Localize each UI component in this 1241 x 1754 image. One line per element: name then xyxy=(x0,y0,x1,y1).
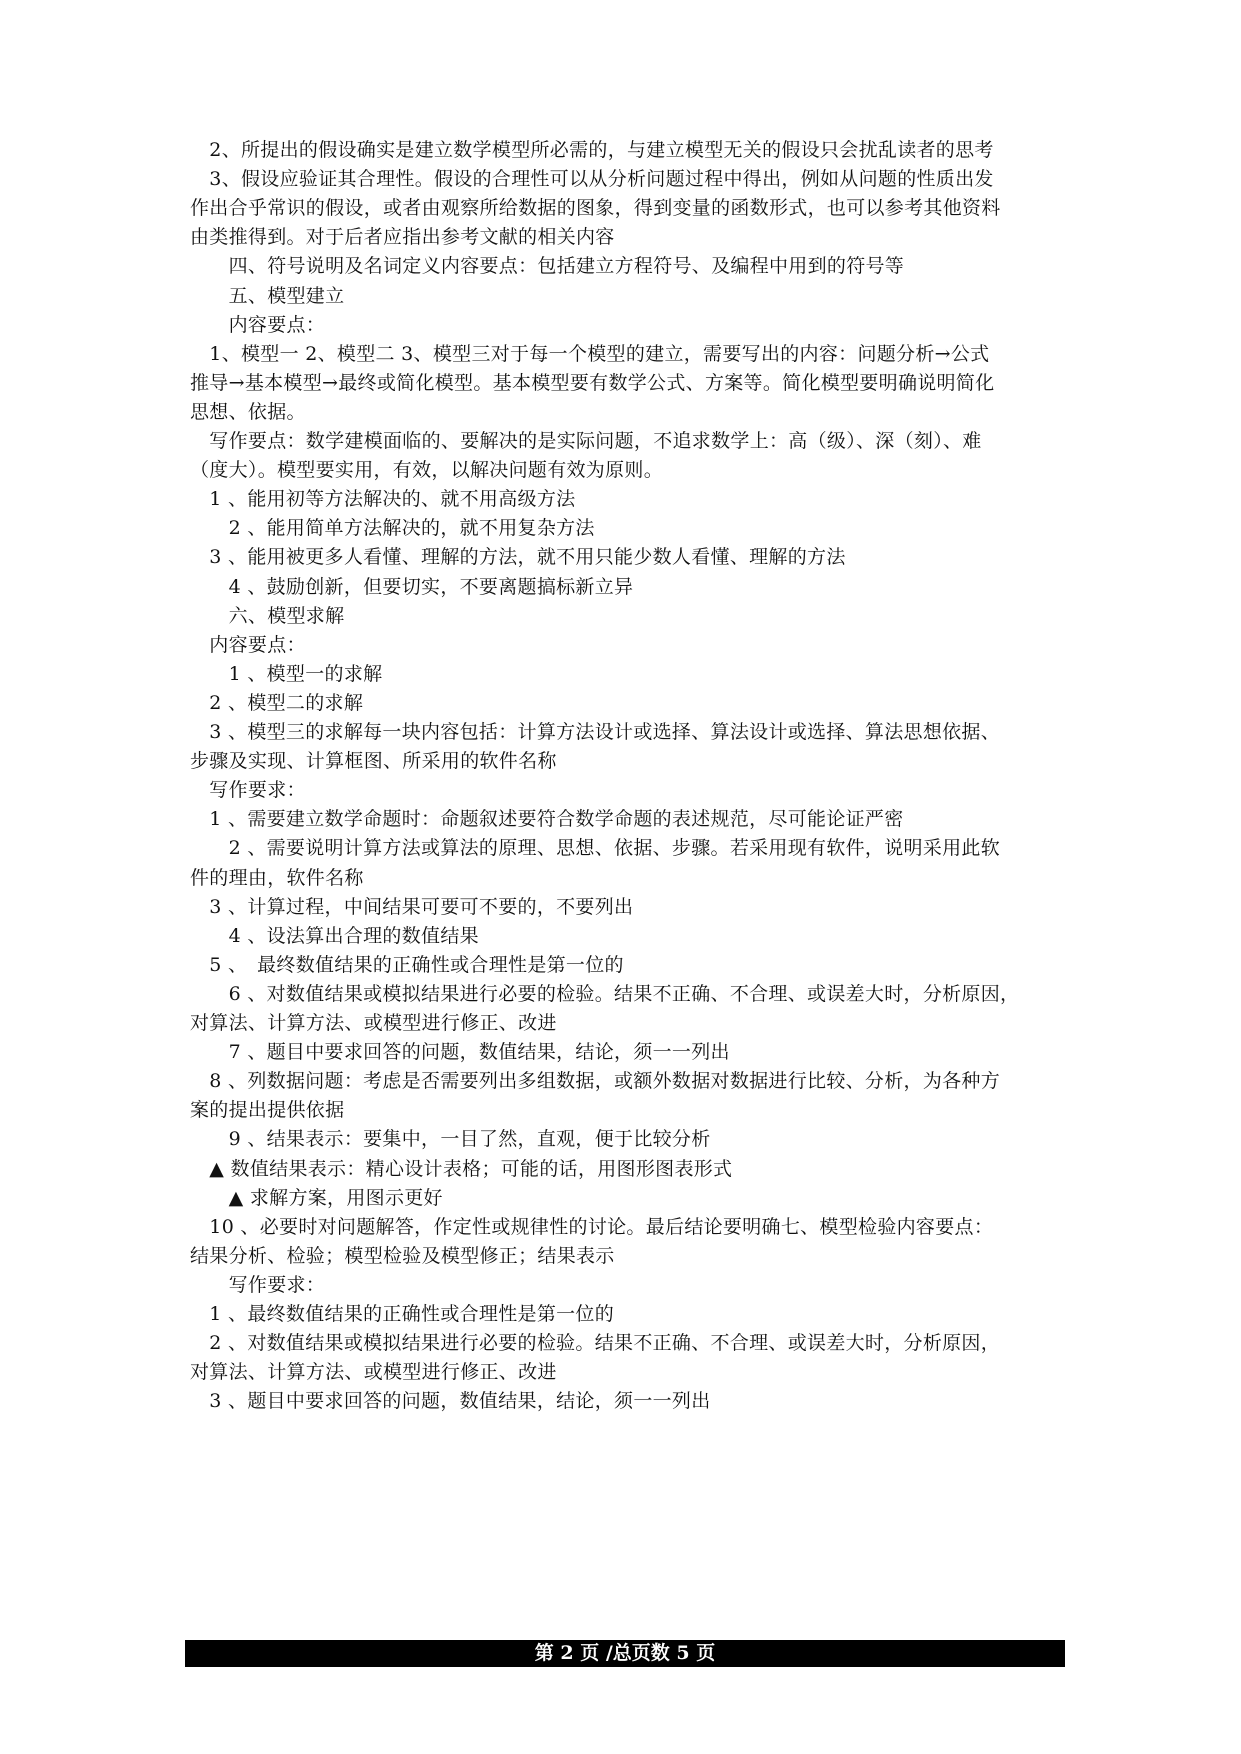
text-line: 3 、题目中要求回答的问题，数值结果，结论，须一一列出 xyxy=(190,1390,711,1412)
text-line: 由类推得到。对于后者应指出参考文献的相关内容 xyxy=(190,226,615,248)
text-line: 案的提出提供依据 xyxy=(190,1099,345,1121)
text-line: 1 、模型一的求解 xyxy=(190,663,383,685)
text-line: 写作要点：数学建模面临的、要解决的是实际问题，不追求数学上：高（级）、深（刻）、难 xyxy=(190,430,982,452)
text-line: ▲ 数值结果表示：精心设计表格；可能的话，用图形图表形式 xyxy=(190,1158,733,1180)
text-line: 内容要点： xyxy=(190,634,306,656)
text-line: 作出合乎常识的假设，或者由观察所给数据的图象，得到变量的函数形式，也可以参考其他资料 xyxy=(190,197,1001,219)
text-line: 对算法、计算方法、或模型进行修正、改进 xyxy=(190,1361,557,1383)
text-line: 1 、需要建立数学命题时：命题叙述要符合数学命题的表述规范，尽可能论证严密 xyxy=(190,808,904,830)
text-line: 5 、 最终数值结果的正确性或合理性是第一位的 xyxy=(190,954,624,976)
text-line: 2 、需要说明计算方法或算法的原理、思想、依据、步骤。若采用现有软件，说明采用此软 xyxy=(190,837,1001,859)
text-line: 1 、能用初等方法解决的、就不用高级方法 xyxy=(190,488,576,510)
text-line: 六、模型求解 xyxy=(190,605,345,627)
text-line: 推导→基本模型→最终或简化模型。基本模型要有数学公式、方案等。简化模型要明确说明简化 xyxy=(190,372,995,394)
text-line: 写作要求： xyxy=(190,779,306,801)
text-line: 4 、鼓励创新，但要切实，不要离题搞标新立异 xyxy=(190,576,634,598)
text-line: 内容要点： xyxy=(190,314,326,336)
text-line: 1 、最终数值结果的正确性或合理性是第一位的 xyxy=(190,1303,615,1325)
text-line: 3 、能用被更多人看懂、理解的方法，就不用只能少数人看懂、理解的方法 xyxy=(190,546,846,568)
text-line: 结果分析、检验；模型检验及模型修正；结果表示 xyxy=(190,1245,615,1267)
text-line: 8 、列数据问题：考虑是否需要列出多组数据，或额外数据对数据进行比较、分析，为各种方 xyxy=(190,1070,1001,1092)
text-line: 步骤及实现、计算框图、所采用的软件名称 xyxy=(190,750,557,772)
text-line: 10 、必要时对问题解答，作定性或规律性的讨论。最后结论要明确七、模型检验内容要点： xyxy=(190,1216,994,1238)
text-line: 3 、计算过程，中间结果可要可不要的，不要列出 xyxy=(190,896,634,918)
text-line: 3 、模型三的求解每一块内容包括：计算方法设计或选择、算法设计或选择、算法思想依据、 xyxy=(190,721,1001,743)
text-line: ▲ 求解方案，用图示更好 xyxy=(190,1187,443,1209)
page-footer xyxy=(185,1640,1065,1667)
text-line: 2 、对数值结果或模拟结果进行必要的检验。结果不正确、不合理、或误差大时，分析原因， xyxy=(190,1332,1001,1354)
text-line: 思想、依据。 xyxy=(190,401,306,423)
text-line: 6 、对数值结果或模拟结果进行必要的检验。结果不正确、不合理、或误差大时，分析原因， xyxy=(190,983,1020,1005)
text-line: 四、符号说明及名词定义内容要点：包括建立方程符号、及编程中用到的符号等 xyxy=(190,255,905,277)
text-line: 9 、结果表示：要集中，一目了然，直观，便于比较分析 xyxy=(190,1128,711,1150)
text-line: 2 、能用简单方法解决的，就不用复杂方法 xyxy=(190,517,595,539)
text-line: 2、所提出的假设确实是建立数学模型所必需的，与建立模型无关的假设只会扰乱读者的思考 xyxy=(190,139,994,161)
text-line: （度大）。模型要实用，有效，以解决问题有效为原则。 xyxy=(190,459,664,481)
text-line: 2 、模型二的求解 xyxy=(190,692,364,714)
text-line: 1、模型一 2、模型二 3、模型三对于每一个模型的建立，需要写出的内容：问题分析→公式 xyxy=(190,343,990,365)
page-number-label: 第 2 页 /总页数 5 页 xyxy=(534,1642,716,1664)
text-line: 写作要求： xyxy=(190,1274,326,1296)
text-line: 对算法、计算方法、或模型进行修正、改进 xyxy=(190,1012,557,1034)
text-line: 五、模型建立 xyxy=(190,285,345,307)
text-line: 件的理由，软件名称 xyxy=(190,867,364,889)
text-line: 3、假设应验证其合理性。假设的合理性可以从分析问题过程中得出，例如从问题的性质出发 xyxy=(190,168,994,190)
text-line: 4 、设法算出合理的数值结果 xyxy=(190,925,479,947)
text-line: 7 、题目中要求回答的问题，数值结果，结论，须一一列出 xyxy=(190,1041,730,1063)
